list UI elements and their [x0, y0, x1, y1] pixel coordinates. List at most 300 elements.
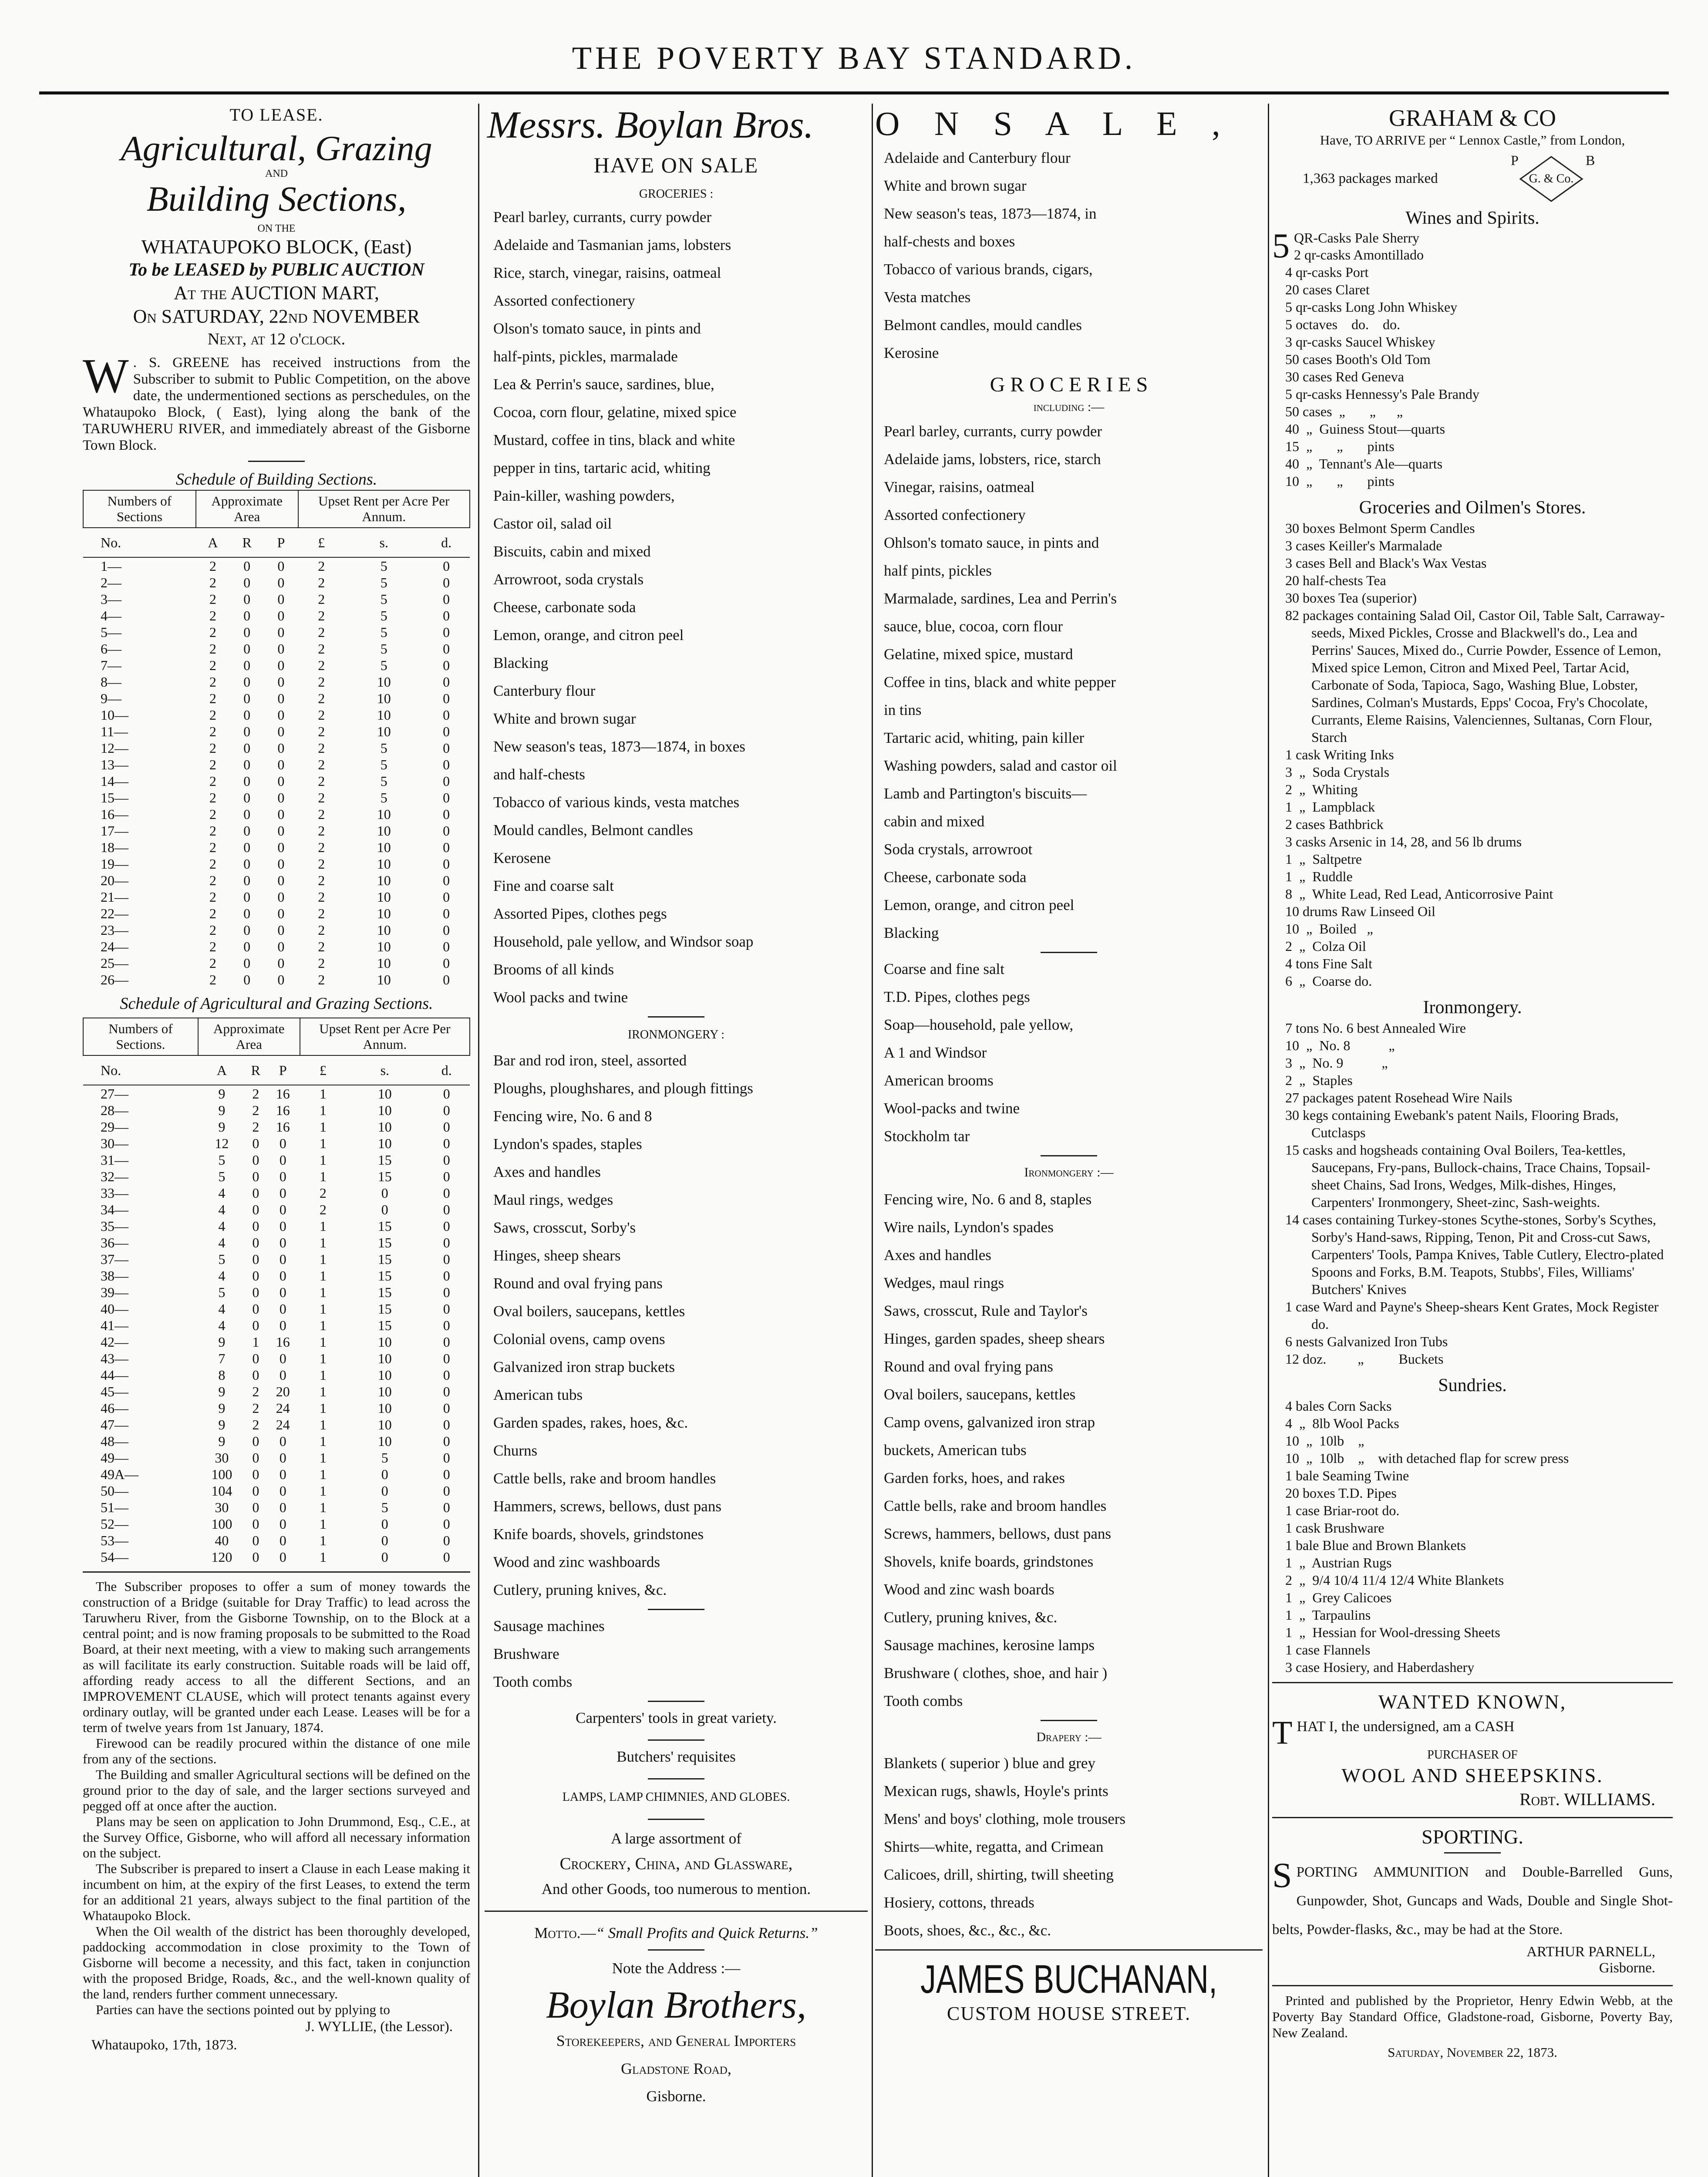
table-row [83, 1334, 470, 1350]
list-item: Olson's tomato sauce, in pints and [493, 320, 701, 337]
table-cell: 2 [209, 691, 216, 706]
table-cell: 5 [380, 591, 387, 607]
table-cell: 0 [381, 1549, 388, 1565]
table-row [83, 839, 470, 856]
table-cell: 0 [443, 1549, 450, 1565]
divider [648, 1739, 704, 1741]
table-row [83, 640, 470, 657]
lease-block: WHATAUPOKO BLOCK, (East) [141, 236, 412, 258]
table-cell: 0 [243, 740, 251, 756]
list-item: Kerosene [493, 849, 551, 866]
list-item: Garden forks, hoes, and rakes [884, 1469, 1065, 1486]
table-cell: 5 [380, 773, 387, 789]
table-cell: 0 [279, 1152, 286, 1168]
lease-para-2: Firewood can be readily procured within the distance of one mile from any of the sections. [83, 1736, 470, 1766]
table-cell: 10 [377, 1367, 392, 1383]
list-item: 10 drums Raw Linseed Oil [1285, 903, 1435, 919]
list-item: half-chests and boxes [884, 233, 1015, 250]
table-cell: 0 [277, 624, 285, 640]
table-cell: 2 [209, 806, 216, 822]
lease-title-1: Agricultural, Grazing [121, 128, 432, 168]
table-cell: 5 [381, 1450, 388, 1466]
buchanan-drapery-heading: Drapery :— [1036, 1730, 1102, 1744]
table-cell: 0 [243, 922, 251, 938]
table-cell: 9 [218, 1417, 226, 1432]
table-cell: 13— [101, 757, 128, 772]
table-cell: 0 [277, 922, 285, 938]
imprint-date: Saturday, November 22, 1873. [1388, 2045, 1557, 2060]
table-cell: 0 [277, 707, 285, 723]
list-item: 5 qr-casks Long John Whiskey [1285, 299, 1458, 315]
boylan-groceries-list [485, 208, 868, 1007]
table-cell: 0 [252, 1218, 259, 1234]
sporting-body: PORTING AMMUNITION and Double-Barrelled Guns, Gunpowder, Shot, Guncaps and Wads, Double and Single Shot-belts, Powder-flasks, &c., may be had at the Store. [1272, 1864, 1673, 1938]
table-cell: 0 [252, 1533, 259, 1548]
lease-para-3: The Building and smaller Agricultural sections will be defined on the ground prior to the day of sale, and the larger sections surveyed and pegged off at once after the auction. [83, 1767, 470, 1813]
table-cell: 2— [101, 575, 121, 590]
table-cell: 0 [252, 1251, 259, 1267]
list-item: 6 „ Coarse do. [1285, 973, 1372, 989]
table-cell: 32— [101, 1169, 128, 1184]
list-item: 1 case Flannels [1285, 1642, 1371, 1658]
table-cell: No. [83, 528, 196, 557]
table-cell: 0 [252, 1318, 259, 1333]
table-cell: 12— [101, 740, 128, 756]
table-cell: 0 [252, 1466, 259, 1482]
table-cell: 2 [209, 790, 216, 805]
boylan-misc-list [485, 1617, 868, 1691]
lease-advertisement [83, 104, 470, 2177]
list-item: Assorted Pipes, clothes pegs [493, 905, 667, 922]
list-item: Oval boilers, saucepans, kettles [493, 1303, 685, 1320]
table-cell: 5 [381, 1500, 388, 1515]
table-cell: 0 [443, 1450, 450, 1466]
table-cell: 1 [319, 1086, 327, 1102]
table-cell: 35— [101, 1218, 128, 1234]
table-row [83, 1251, 470, 1267]
table-cell: 5 [380, 608, 387, 623]
table-cell: 1 [319, 1235, 327, 1250]
table-row [83, 1317, 470, 1334]
graham-arrive: Have, TO ARRIVE per “ Lennox Castle,” from London, [1320, 132, 1625, 148]
list-item: 10 „ Boiled „ [1285, 921, 1373, 937]
list-item: Lemon, orange, and citron peel [493, 627, 684, 644]
list-item: Adelaide jams, lobsters, rice, starch [884, 451, 1101, 468]
table-cell: 0 [243, 972, 251, 987]
list-item: 15 „ „ pints [1285, 438, 1395, 454]
table-cell: 5 [218, 1152, 226, 1168]
table-cell: 0 [277, 889, 285, 905]
table-cell: 2 [252, 1384, 259, 1399]
table-cell: 0 [381, 1202, 388, 1217]
boylan-brand: Boylan Brothers, [546, 1984, 806, 2026]
table-cell: s. [346, 1055, 423, 1085]
table-cell: 0 [243, 624, 251, 640]
table-cell: 10 [377, 1119, 392, 1135]
table-cell: 24 [276, 1400, 290, 1416]
list-item: New season's teas, 1873—1874, in boxes [493, 738, 745, 755]
list-item: Ohlson's tomato sauce, in pints and [884, 534, 1099, 551]
table-cell: 15 [377, 1318, 392, 1333]
list-item: Knife boards, shovels, grindstones [493, 1526, 704, 1543]
table-cell: 0 [443, 1284, 450, 1300]
list-item: Wool packs and twine [493, 989, 628, 1006]
table-cell: 4 [218, 1218, 226, 1234]
table-cell: 0 [279, 1218, 286, 1234]
table-cell: 5 [218, 1169, 226, 1184]
table-cell: 2 [318, 707, 325, 723]
list-item: 1 bale Seaming Twine [1285, 1468, 1409, 1483]
table-row [83, 723, 470, 740]
table-cell: 0 [243, 773, 251, 789]
table-cell: 20 [276, 1384, 290, 1399]
list-item: Oval boilers, saucepans, kettles [884, 1386, 1076, 1403]
table-cell: 1— [101, 558, 121, 574]
column-divider [1268, 104, 1269, 2177]
list-item: 1 „ Tarpaulins [1285, 1607, 1371, 1623]
list-item: 10 „ „ pints [1285, 473, 1395, 489]
table-cell: 0 [252, 1500, 259, 1515]
list-item: 1 cask Writing Inks [1285, 747, 1394, 762]
table-cell: 1 [319, 1102, 327, 1118]
table-cell: 2 [209, 641, 216, 657]
table-row [83, 624, 470, 640]
divider [83, 1571, 470, 1573]
lease-place-date: Whataupoko, 17th, 1873. [91, 2037, 237, 2053]
table-cell: 0 [252, 1284, 259, 1300]
wanted-body: HAT I, the undersigned, am a CASH [1297, 1719, 1515, 1735]
list-item: Cattle bells, rake and broom handles [493, 1470, 716, 1487]
list-item: 10 „ 10lb „ with detached flap for screw press [1285, 1450, 1569, 1466]
table-row [83, 1267, 470, 1284]
table-cell: 7 [218, 1351, 226, 1366]
table-cell: 2 [209, 575, 216, 590]
list-item: 10 „ No. 8 „ [1285, 1038, 1395, 1053]
table-cell: 1 [319, 1466, 327, 1482]
list-item: Lamb and Partington's biscuits— [884, 785, 1087, 802]
table-cell: 9 [218, 1102, 226, 1118]
table-cell: 9 [218, 1119, 226, 1135]
table-cell: 0 [279, 1351, 286, 1366]
table-row [83, 607, 470, 624]
table-cell: 0 [243, 839, 251, 855]
table-cell: 1 [319, 1169, 327, 1184]
list-item: Ploughs, ploughshares, and plough fittings [493, 1080, 753, 1097]
table-cell: 10 [377, 1433, 392, 1449]
boylan-butchers: Butchers' requisites [616, 1748, 736, 1765]
table-cell: 0 [277, 955, 285, 971]
divider [648, 1701, 704, 1702]
list-item: Sausage machines [493, 1618, 605, 1634]
list-item: Saws, crosscut, Rule and Taylor's [884, 1302, 1088, 1319]
table-cell: 0 [243, 955, 251, 971]
table-cell: 15 [377, 1301, 392, 1317]
table-cell: 0 [443, 1466, 450, 1482]
table-cell: 10 [377, 972, 391, 987]
list-item: Blacking [493, 654, 549, 671]
col-numbers: Numbers of Sections [83, 490, 196, 528]
table-cell: 44— [101, 1367, 128, 1383]
table-cell: P [266, 1055, 300, 1085]
list-item: 1 „ Hessian for Wool-dressing Sheets [1285, 1624, 1500, 1640]
list-item: 3 „ Soda Crystals [1285, 764, 1390, 780]
table-row [83, 1367, 470, 1383]
table-cell: 54— [101, 1549, 128, 1565]
table-row [83, 1532, 470, 1549]
list-item: Cheese, carbonate soda [884, 869, 1027, 886]
table-cell: s. [345, 528, 423, 557]
table-cell: 2 [209, 873, 216, 888]
table-cell: 5 [380, 657, 387, 673]
list-item: Shovels, knife boards, grindstones [884, 1553, 1094, 1570]
table-cell: 0 [252, 1235, 259, 1250]
table-row [83, 707, 470, 723]
table-cell: 0 [443, 1417, 450, 1432]
motto-text: “ Small Profits and Quick Returns.” [596, 1924, 818, 1941]
list-item: Bar and rod iron, steel, assorted [493, 1052, 687, 1069]
list-item: sauce, blue, cocoa, corn flour [884, 618, 1063, 635]
table-cell: 0 [443, 773, 450, 789]
mark-letter-b: B [1586, 152, 1595, 168]
table-cell: 16 [276, 1119, 290, 1135]
table-cell: 10 [377, 1384, 392, 1399]
table-cell: 1 [319, 1516, 327, 1532]
table-cell: 1 [319, 1218, 327, 1234]
table-cell: 5 [380, 757, 387, 772]
table-cell: 10 [377, 674, 391, 690]
buchanan-iron-heading: Ironmongery :— [1024, 1165, 1114, 1179]
table-cell: 2 [318, 939, 325, 954]
list-item: 30 boxes Belmont Sperm Candles [1285, 520, 1475, 536]
table-cell: 0 [443, 1169, 450, 1184]
table-cell: 2 [252, 1400, 259, 1416]
list-item: buckets, American tubs [884, 1442, 1027, 1459]
list-item: 12 doz. „ Buckets [1285, 1351, 1444, 1367]
table-cell: 0 [279, 1251, 286, 1267]
table-cell: 2 [209, 939, 216, 954]
table-row [83, 557, 470, 574]
lease-signature: J. WYLLIE, (the Lessor). [305, 2019, 453, 2035]
table-cell: 2 [318, 906, 325, 921]
table-cell: 2 [252, 1119, 259, 1135]
table-row [83, 1284, 470, 1301]
table-cell: 0 [443, 1185, 450, 1201]
list-item: 50 cases Booth's Old Tom [1285, 351, 1431, 367]
table-subheader [83, 528, 470, 557]
table-cell: 0 [443, 939, 450, 954]
table-cell: 0 [443, 674, 450, 690]
list-item: Round and oval frying pans [884, 1358, 1053, 1375]
table-cell: 0 [277, 856, 285, 872]
table-cell: 24 [276, 1417, 290, 1432]
table-cell: 1 [319, 1533, 327, 1548]
table-cell: 10 [377, 806, 391, 822]
table-cell: 15 [377, 1235, 392, 1250]
imprint-text: Printed and published by the Proprietor, Henry Edwin Webb, at the Poverty Bay Standard Office, Gladstone-road, Gisborne, Poverty Bay, New Zealand. [1272, 1993, 1673, 2040]
list-item: Brushware [493, 1645, 559, 1662]
table-cell: 24— [101, 939, 128, 954]
list-item: Cattle bells, rake and broom handles [884, 1497, 1107, 1514]
table-cell: 0 [277, 823, 285, 839]
table-cell: 0 [443, 608, 450, 623]
list-item: 4 tons Fine Salt [1285, 956, 1373, 971]
table-cell: 0 [443, 1136, 450, 1151]
table-cell: 2 [209, 856, 216, 872]
table-cell: 0 [443, 1367, 450, 1383]
table-cell: 0 [252, 1549, 259, 1565]
boylan-iron-heading: IRONMONGERY : [627, 1028, 725, 1041]
table-cell: 0 [277, 972, 285, 987]
drop-cap: T [1272, 1715, 1293, 1751]
table-cell: 50— [101, 1483, 128, 1499]
list-item: Tobacco of various kinds, vesta matches [493, 794, 740, 811]
table-cell: 0 [381, 1466, 388, 1482]
list-item: 5 qr-casks Hennessy's Pale Brandy [1285, 386, 1479, 402]
table-cell: 0 [243, 575, 251, 590]
lease-date: On SATURDAY, 22nd NOVEMBER [133, 306, 420, 327]
table-cell: 2 [209, 757, 216, 772]
table-cell: 10 [377, 873, 391, 888]
table-row [83, 1185, 470, 1201]
table-cell: 0 [279, 1516, 286, 1532]
table-cell: 30— [101, 1136, 128, 1151]
buchanan-name: JAMES BUCHANAN, [920, 1957, 1217, 2002]
table-cell: 5— [101, 624, 121, 640]
table-cell: R [230, 528, 264, 557]
table-cell: 26— [101, 972, 128, 987]
list-item: Adelaide and Tasmanian jams, lobsters [493, 236, 731, 253]
list-item: White and brown sugar [493, 710, 636, 727]
table-cell: 15 [377, 1218, 392, 1234]
list-item: 30 boxes Tea (superior) [1285, 590, 1417, 606]
table-cell: 2 [209, 906, 216, 921]
table-cell: 10 [377, 1136, 392, 1151]
list-item: Soda crystals, arrowroot [884, 841, 1033, 858]
table-cell: 0 [443, 1086, 450, 1102]
table-cell: 0 [277, 906, 285, 921]
list-item: 20 cases Claret [1285, 282, 1370, 297]
table-cell: d. [423, 528, 470, 557]
list-item: Round and oval frying pans [493, 1275, 663, 1292]
on-sale-heading: O N S A L E , [875, 104, 1233, 142]
table-cell: 10 [377, 906, 391, 921]
table-row [83, 889, 470, 905]
boylan-carpenters: Carpenters' tools in great variety. [576, 1709, 777, 1726]
table-cell: 2 [209, 558, 216, 574]
table-cell: 30 [215, 1500, 229, 1515]
table-cell: 2 [209, 839, 216, 855]
list-item: Tooth combs [493, 1673, 573, 1690]
list-item: New season's teas, 1873—1874, in [884, 205, 1097, 222]
table-row [83, 1433, 470, 1449]
list-item: T.D. Pipes, clothes pegs [884, 988, 1030, 1005]
list-item: Washing powders, salad and castor oil [884, 757, 1117, 774]
table-cell: 16 [276, 1102, 290, 1118]
boylan-note: Note the Address :— [612, 1960, 741, 1977]
table-cell: 0 [252, 1433, 259, 1449]
table-cell: 0 [279, 1533, 286, 1548]
list-item: 30 cases Red Geneva [1285, 369, 1404, 384]
table-cell: 2 [318, 657, 325, 673]
table-cell: 10 [377, 1417, 392, 1432]
table-cell: 49A— [101, 1466, 139, 1482]
list-item: 20 half-chests Tea [1285, 573, 1386, 588]
table-cell: 2 [209, 674, 216, 690]
table-cell: 0 [243, 657, 251, 673]
divider [485, 1911, 868, 1912]
table-cell: 2 [318, 955, 325, 971]
list-item: Axes and handles [493, 1163, 601, 1180]
list-item: Coarse and fine salt [884, 960, 1004, 977]
buchanan-including: including :— [1033, 400, 1105, 414]
graham-packages [1272, 148, 1673, 205]
table-row [83, 690, 470, 707]
list-item: 1 case Briar-root do. [1285, 1503, 1400, 1518]
table-cell: 12 [215, 1136, 229, 1151]
table-cell: 0 [277, 608, 285, 623]
wanted-purchaser: PURCHASER OF [1427, 1748, 1518, 1762]
list-item: Castor oil, salad oil [493, 515, 612, 532]
list-item: 2 „ Whiting [1285, 782, 1358, 797]
list-item: Coffee in tins, black and white pepper [884, 674, 1116, 691]
list-item: Pain-killer, washing powders, [493, 487, 675, 504]
table-row [83, 1152, 470, 1168]
table-cell: 10 [377, 691, 391, 706]
table-cell: 2 [318, 922, 325, 938]
table-cell: 0 [443, 1235, 450, 1250]
list-item: Assorted confectionery [884, 506, 1026, 523]
lease-intro-text: . S. GREENE has received instructions from the Subscriber to submit to Public Competition, on the above date, the undermentioned sections as perschedules, on the Whataupoko Block, ( East), lying along the bank of the TARUWHERU RIVER, and immediately abreast of the Gisborne Town Block. [83, 355, 470, 453]
table-cell: 19— [101, 856, 128, 872]
list-item: 1 „ Grey Calicoes [1285, 1590, 1392, 1605]
table-cell: 0 [443, 724, 450, 739]
list-item: Cocoa, corn flour, gelatine, mixed spice [493, 404, 737, 421]
table-cell: 8 [218, 1367, 226, 1383]
table-cell: 2 [318, 608, 325, 623]
table-cell: 0 [252, 1152, 259, 1168]
list-item: Mens' and boys' clothing, mole trousers [884, 1810, 1126, 1827]
list-item: American tubs [493, 1386, 583, 1403]
table-cell: 0 [252, 1202, 259, 1217]
table-row [83, 1516, 470, 1532]
table-cell: 0 [443, 1351, 450, 1366]
table-cell: 9 [218, 1334, 226, 1350]
table-cell: 5 [380, 790, 387, 805]
table-cell: 0 [279, 1483, 286, 1499]
table-cell: £ [298, 528, 345, 557]
lease-para-6: When the Oil wealth of the district has been thoroughly developed, paddocking accommodation in close proximity to the Town of Gisborne will become a necessity, and this fact, taken in conjunction with the proposed Bridge, Roads, &c., and the well-known quality of the land, renders further comment unnecessary. [83, 1924, 470, 2002]
table-cell: 9— [101, 691, 121, 706]
list-item: 27 packages patent Rosehead Wire Nails [1285, 1090, 1513, 1105]
table-cell: 2 [209, 624, 216, 640]
list-item: Wood and zinc washboards [493, 1554, 660, 1570]
table-cell: 31— [101, 1152, 128, 1168]
list-item: Canterbury flour [493, 682, 596, 699]
table-cell: 2 [318, 773, 325, 789]
table-cell: 1 [319, 1318, 327, 1333]
list-item: Sausage machines, kerosine lamps [884, 1637, 1095, 1654]
lease-and: AND [265, 168, 288, 179]
table-subheader [83, 1055, 470, 1085]
table-cell: 1 [319, 1450, 327, 1466]
table-cell: 1 [319, 1136, 327, 1151]
table-cell: 36— [101, 1235, 128, 1250]
table-cell: 11— [101, 724, 128, 739]
table-cell: 15 [377, 1268, 392, 1284]
table-row [83, 657, 470, 674]
table-cell: 0 [443, 591, 450, 607]
table-cell: 10 [377, 1102, 392, 1118]
